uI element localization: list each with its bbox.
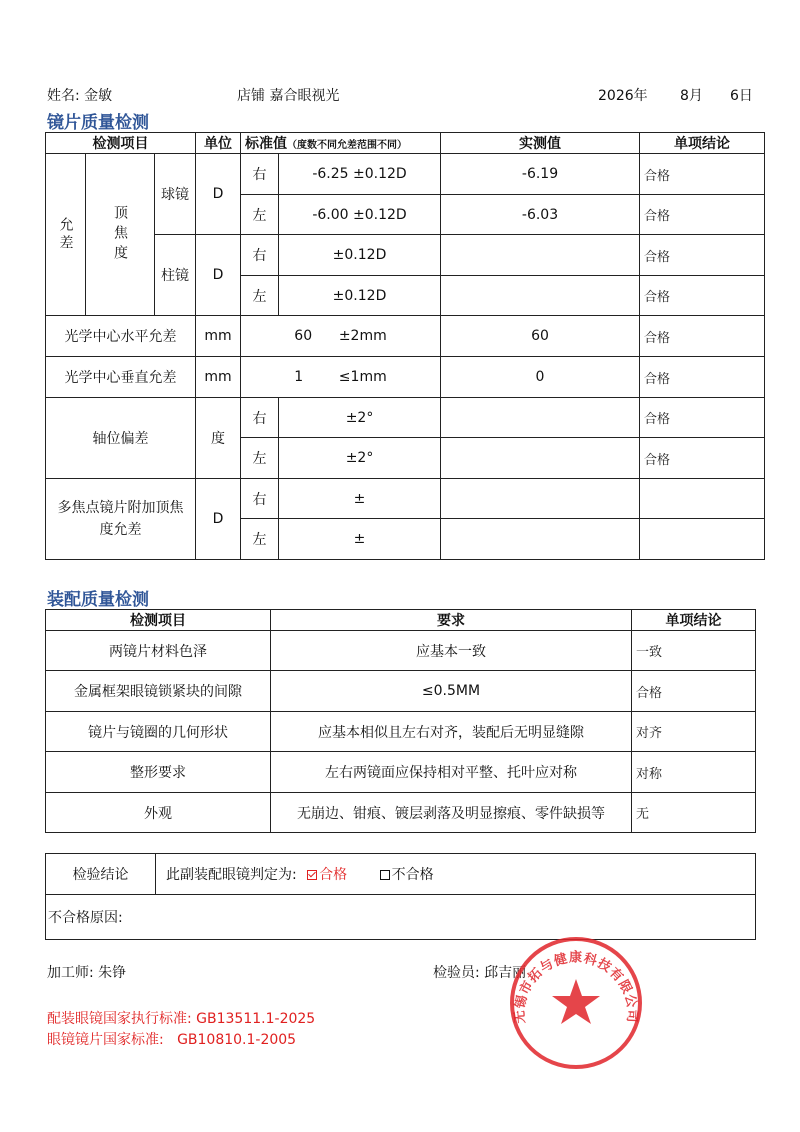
tolerance-label-text: 允差: [57, 216, 74, 253]
axis-left-measured: [441, 438, 640, 479]
assembly-header-requirement: 要求: [271, 610, 632, 631]
sphere-left-eye: 左: [241, 195, 279, 235]
cyl-right-eye: 右: [241, 235, 279, 276]
lens-quality-table: [45, 132, 765, 560]
assembly-item: 金属框架眼镜锁紧块的间隙: [46, 671, 271, 712]
fail-label: 不合格: [391, 867, 434, 883]
assembly-result: 对齐: [632, 712, 756, 752]
assembly-item: 外观: [46, 793, 271, 833]
lens-table-header: [46, 133, 765, 154]
assembly-item: 整形要求: [46, 752, 271, 793]
multifocal-right-eye: 右: [241, 479, 279, 519]
header-standard: [241, 133, 441, 154]
conclusion-label: 检验结论: [46, 854, 156, 895]
tolerance-label: [46, 154, 86, 316]
date-year: 2026年: [598, 88, 648, 104]
vertex-power-text: 顶焦度: [112, 204, 128, 265]
company-seal: [508, 935, 644, 1071]
assembly-header-conclusion: 单项结论: [632, 610, 756, 631]
cyl-left-eye: 左: [241, 276, 279, 316]
inspector-signature: 检验员: 邱吉丽: [433, 965, 527, 981]
cyl-right-standard: ±0.12D: [279, 235, 441, 276]
oc-horizontal-standard: 60 ±2mm: [241, 316, 441, 357]
assembly-item: 镜片与镜圈的几何形状: [46, 712, 271, 752]
cyl-left-measured: [441, 276, 640, 316]
sphere-left-result: 合格: [640, 195, 765, 235]
assembly-section-title: 装配质量检测: [47, 590, 149, 610]
oc-horizontal-measured: 60: [441, 316, 640, 357]
conclusion-row: [46, 854, 756, 895]
multifocal-left-standard: ±: [279, 519, 441, 560]
assembly-requirement: ≤0.5MM: [271, 671, 632, 712]
sphere-left-measured: -6.03: [441, 195, 640, 235]
multifocal-left-result: [640, 519, 765, 560]
assembly-requirement: 左右两镜面应保持相对平整、托叶应对称: [271, 752, 632, 793]
oc-vertical-measured: 0: [441, 357, 640, 398]
header-standard-label: 标准值: [245, 136, 288, 152]
assembly-row: [46, 752, 756, 793]
multifocal-left-eye: 左: [241, 519, 279, 560]
conclusion-table: [45, 853, 756, 940]
oc-horizontal-row: [46, 316, 765, 357]
axis-right-result: 合格: [640, 398, 765, 438]
customer-name: 姓名: 金敏: [47, 88, 113, 104]
header-unit: 单位: [196, 133, 241, 154]
cyl-left-standard: ±0.12D: [279, 276, 441, 316]
multifocal-right-measured: [441, 479, 640, 519]
sphere-label: 球镜: [155, 154, 196, 235]
cylinder-unit: D: [196, 235, 241, 316]
assembly-requirement: 应基本一致: [271, 631, 632, 671]
oc-horizontal-unit: mm: [196, 316, 241, 357]
assembly-header-item: 检测项目: [46, 610, 271, 631]
pass-label: 合格: [319, 867, 348, 883]
sphere-right-result: 合格: [640, 154, 765, 195]
header-item: 检测项目: [46, 133, 196, 154]
seal-text: 无锡市拓与健康科技有限公司: [512, 950, 640, 1024]
sphere-right-standard: -6.25 ±0.12D: [279, 154, 441, 195]
multifocal-unit: D: [196, 479, 241, 560]
date-month: 8月: [680, 88, 703, 104]
cyl-right-measured: [441, 235, 640, 276]
processor-signature: 加工师: 朱铮: [47, 965, 127, 981]
axis-left-eye: 左: [241, 438, 279, 479]
assembly-requirement: 无崩边、钳痕、镀层剥落及明显擦痕、零件缺损等: [271, 793, 632, 833]
oc-horizontal-result: 合格: [640, 316, 765, 357]
cyl-left-result: 合格: [640, 276, 765, 316]
header-standard-note: （度数不同允差范围不同）: [287, 140, 408, 151]
oc-vertical-result: 合格: [640, 357, 765, 398]
multifocal-left-measured: [441, 519, 640, 560]
sphere-right-eye: 右: [241, 154, 279, 195]
assembly-row: [46, 712, 756, 752]
axis-label: 轴位偏差: [46, 398, 196, 479]
sphere-left-standard: -6.00 ±0.12D: [279, 195, 441, 235]
multifocal-right-standard: ±: [279, 479, 441, 519]
store-name: 店铺 嘉合眼视光: [237, 88, 340, 104]
multifocal-right-row: [46, 479, 765, 519]
multifocal-right-result: [640, 479, 765, 519]
sphere-unit: D: [196, 154, 241, 235]
oc-horizontal-label: 光学中心水平允差: [46, 316, 196, 357]
assembly-table-header: [46, 610, 756, 631]
axis-left-standard: ±2°: [279, 438, 441, 479]
multifocal-label: 多焦点镜片附加顶焦度允差: [46, 479, 196, 560]
cyl-right-result: 合格: [640, 235, 765, 276]
assembly-requirement: 应基本相似且左右对齐，装配后无明显缝隙: [271, 712, 632, 752]
oc-vertical-label: 光学中心垂直允差: [46, 357, 196, 398]
lens-standard: 眼镜镜片国家标准: GB10810.1-2005: [47, 1032, 297, 1048]
header-measured: 实测值: [441, 133, 640, 154]
seal-star: [552, 979, 600, 1024]
fail-checkbox[interactable]: [380, 870, 390, 880]
pass-checkbox[interactable]: [307, 870, 317, 880]
cylinder-label: 柱镜: [155, 235, 196, 316]
sphere-right-measured: -6.19: [441, 154, 640, 195]
oc-vertical-unit: mm: [196, 357, 241, 398]
assembly-quality-table: [45, 609, 756, 833]
date-day: 6日: [730, 88, 753, 104]
assembly-result: 无: [632, 793, 756, 833]
axis-right-eye: 右: [241, 398, 279, 438]
oc-vertical-row: [46, 357, 765, 398]
axis-right-row: [46, 398, 765, 438]
axis-left-result: 合格: [640, 438, 765, 479]
lens-section-title: 镜片质量检测: [47, 113, 149, 133]
assembly-standard: 配装眼镜国家执行标准: GB13511.1-2025: [47, 1011, 316, 1027]
header-conclusion: 单项结论: [640, 133, 765, 154]
assembly-row: [46, 793, 756, 833]
assembly-row: [46, 631, 756, 671]
judge-text: 此副装配眼镜判定为:: [166, 867, 297, 883]
vertex-power-label: [86, 154, 155, 316]
oc-vertical-standard: 1 ≤1mm: [241, 357, 441, 398]
assembly-item: 两镜片材料色泽: [46, 631, 271, 671]
fail-reason: 不合格原因:: [46, 895, 756, 940]
reason-row: [46, 895, 756, 940]
assembly-row: [46, 671, 756, 712]
assembly-result: 合格: [632, 671, 756, 712]
assembly-result: 对称: [632, 752, 756, 793]
axis-unit: 度: [196, 398, 241, 479]
conclusion-judgement: [156, 854, 756, 895]
axis-right-standard: ±2°: [279, 398, 441, 438]
sphere-right-row: [46, 154, 765, 195]
axis-right-measured: [441, 398, 640, 438]
assembly-result: 一致: [632, 631, 756, 671]
